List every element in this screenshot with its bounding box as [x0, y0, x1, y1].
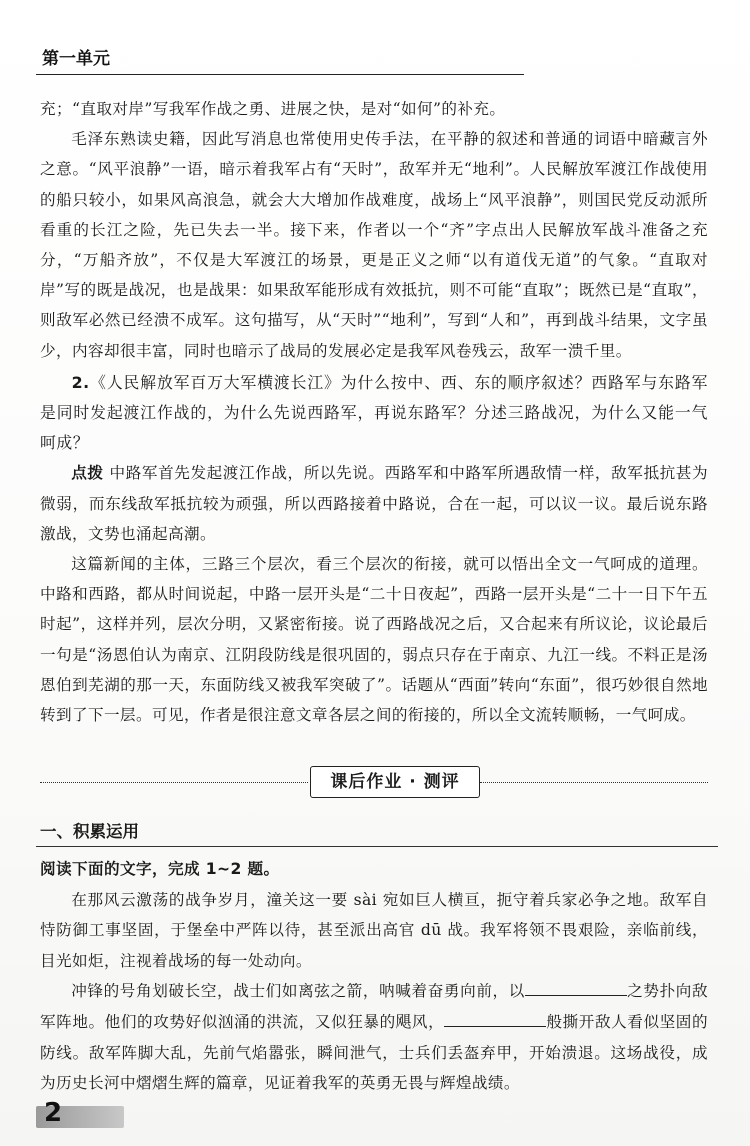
- dianbo-paragraph: [40, 458, 708, 549]
- section-title: 一、积累运用: [40, 822, 139, 841]
- banner-title: 课后作业 · 测评: [310, 766, 480, 798]
- homework-banner: [40, 764, 708, 800]
- reading-text-a: 冲锋的号角划破长空，战士们如离弦之箭，呐喊着奋勇向前，以: [71, 982, 525, 1001]
- reading-text-b: 之势扑向敌军阵地。他们的攻势好似汹涌的洪流，又似狂暴的飓风，: [40, 982, 708, 1031]
- banner-rule-left: [40, 782, 308, 783]
- analysis-section: [40, 94, 708, 730]
- header-divider: [36, 74, 524, 75]
- reading-paragraph-2: [40, 976, 708, 1098]
- dianbo-text: 中路军首先发起渡江作战，所以先说。西路军和中路军所遇敌情一样，敌军抵抗甚为微弱，而东线敌军抵抗较为顽强，所以西路接着中路说，合在一起，可以议一议。最后说东路激战，文势也涌起高潮。: [40, 464, 708, 543]
- analysis-paragraph-2: 毛泽东熟读史籍，因此写消息也常使用史传手法，在平静的叙述和普通的词语中暗藏言外之意。“风平浪静”一语，暗示着我军占有“天时”，敌军并无“地利”。人民解放军渡江作战使用的船只较小，如果风高浪急，就会大大增加作战难度，战场上“风平浪静”，则国民党反动派所看重的长江之险，先已失去一半。接下来，作者以一个“齐”字点出人民解放军战斗准备之充分，“万船齐放”，不仅是大军渡江的场景，更是正义之师“以有道伐无道”的气象。“直取对岸”写的既是战况，也是战果：如果敌军能形成有效抵抗，则不可能“直取”；既然已是“直取”，则敌军必然已经溃不成军。这句描写，从“天时”“地利”，写到“人和”，再到战斗结果，文字虽少，内容却很丰富，同时也暗示了战局的发展必定是我军风卷残云，敌军一溃千里。: [40, 130, 708, 360]
- answer-blank-2[interactable]: [444, 1008, 546, 1027]
- section-divider: [36, 846, 718, 847]
- reading-text-c: 般撕开敌人看似坚固的防线。敌军阵脚大乱，先前气焰嚣张，瞬间泄气，士兵们丢盔弃甲，开始溃退。这场战役，成为历史长河中熠熠生辉的篇章，见证着我军的英勇无畏与辉煌战绩。: [40, 1012, 708, 1093]
- analysis-paragraph-1: 充；“直取对岸”写我军作战之勇、进展之快，是对“如何”的补充。: [40, 100, 506, 118]
- reading-paragraph-1: 在那风云激荡的战争岁月，潼关这一要 sài 宛如巨人横亘，扼守着兵家必争之地。敌军自恃防御工事坚固，于堡垒中严阵以待，甚至派出高官 dū 战。我军将领不畏艰险，亲临前线，目光如炬，注视着战场的每一处动向。: [40, 890, 708, 970]
- reading-passage: [40, 854, 708, 1099]
- question-2: [40, 368, 708, 459]
- dianbo-label: 点拨: [71, 464, 104, 483]
- banner-rule-right: [480, 782, 708, 783]
- page-number: 2: [44, 1098, 63, 1128]
- unit-header: 第一单元: [42, 49, 110, 69]
- analysis-paragraph-3: 这篇新闻的主体，三路三个层次，看三个层次的衔接，就可以悟出全文一气呵成的道理。中路和西路，都从时间说起，中路一层开头是“二十日夜起”，西路一层开头是“二十一日下午五时起”，这样并列，层次分明，又紧密衔接。说了西路战况之后，又合起来有所议论，议论最后一句是“汤恩伯认为南京、江阴段防线是很巩固的，弱点只存在于南京、九江一线。不料正是汤恩伯到芜湖的那一天，东面防线又被我军突破了”。话题从“西面”转向“东面”，很巧妙很自然地转到了下一层。可见，作者是很注意文章各层之间的衔接的，所以全文流转顺畅，一气呵成。: [40, 555, 708, 725]
- question-number: 2.: [71, 372, 90, 392]
- answer-blank-1[interactable]: [525, 977, 627, 996]
- question-text: 《人民解放军百万大军横渡长江》为什么按中、西、东的顺序叙述？西路军与东路军是同时发起渡江作战的，为什么先说西路军，再说东路军？分述三路战况，为什么又能一气呵成？: [40, 372, 708, 453]
- reading-instruction: 阅读下面的文字，完成 1~2 题。: [40, 860, 280, 878]
